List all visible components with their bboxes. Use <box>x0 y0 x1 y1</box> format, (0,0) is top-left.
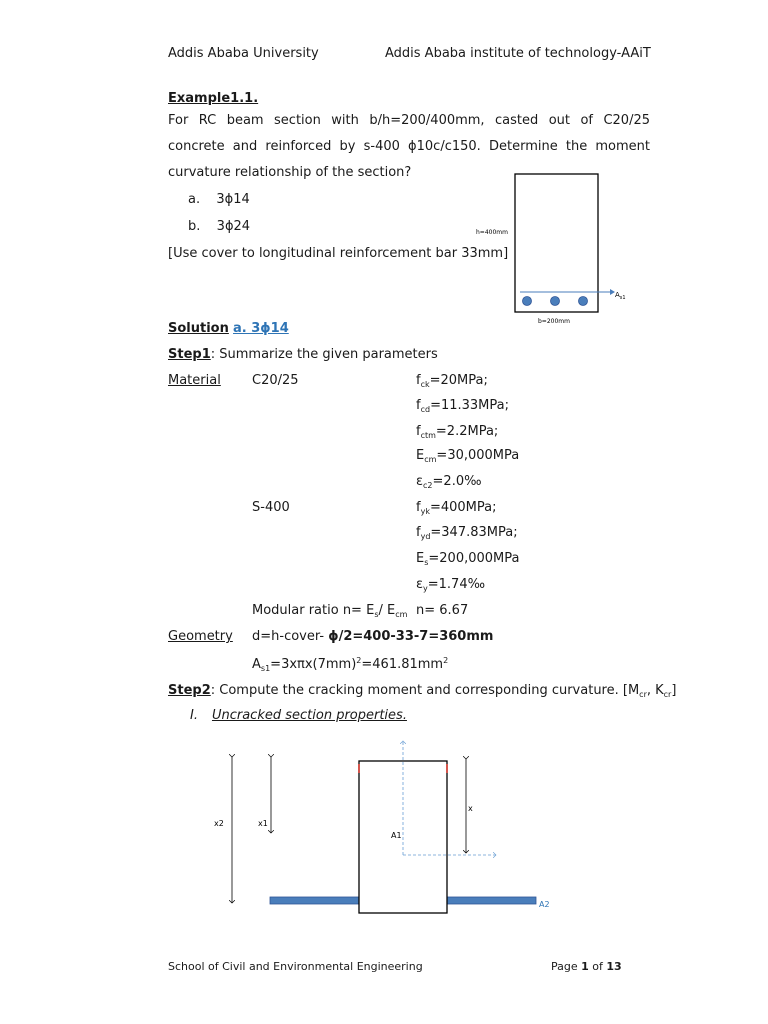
prop-fyd: $f_{yd}=347.83MPa$; <box>416 525 518 541</box>
prop-fyk: $f_{yk}=400MPa$; <box>416 500 497 516</box>
header-left: Addis Ababa University <box>168 46 319 61</box>
list-item <box>188 219 250 234</box>
rebar-3 <box>579 297 588 306</box>
rebar-2 <box>551 297 560 306</box>
list-text: 3ϕ14 <box>216 192 250 207</box>
modular-ratio-value: n= 6.67 <box>416 603 469 618</box>
rebar-1 <box>523 297 532 306</box>
step1-line <box>168 347 438 362</box>
prop-ey: $\varepsilon_y=1.74‰$ <box>416 577 486 593</box>
steel-grade: S-400 <box>252 500 290 515</box>
uncracked-heading <box>190 708 407 723</box>
x2-label: x2 <box>214 819 224 828</box>
uncracked-title: Uncracked section properties. <box>211 708 407 723</box>
modular-ratio-label: Modular ratio $n= E_s/$ $E_{cm}$ <box>252 603 408 619</box>
prop-fck: $f_{ck}=20MPa$; <box>416 373 488 389</box>
material-label: Material <box>168 373 221 388</box>
example-title: Example1.1. <box>168 91 259 106</box>
footer-page-number: Page 1 of 13 <box>551 960 622 973</box>
solution-case: a. 3ϕ14 <box>233 321 289 336</box>
list-marker: b. <box>188 219 201 234</box>
prop-ecm: $E_{cm}=30,000MPa$ <box>416 448 520 464</box>
prop-fctm: $f_{ctm}=2.2MPa$; <box>416 424 499 440</box>
beam-outline <box>515 174 598 312</box>
solution-heading <box>168 321 289 336</box>
geometry-label: Geometry <box>168 629 233 644</box>
step1-label: Step1 <box>168 347 211 362</box>
example-intro: For RC beam section with b/h=200/400mm, casted out of C20/25 concrete and reinforced by s-400 ϕ10c/c150. Determine the moment curvature relationship of the section? <box>168 113 650 180</box>
height-label: h=400mm <box>476 229 508 236</box>
step2-line: Step2: Compute the cracking moment and corresponding curvature. [$M_{cr}$, $K_{cr}$] <box>168 683 677 699</box>
prop-ec2: $\varepsilon_{c2}=2.0‰$ <box>416 474 482 490</box>
cover-note: [Use cover to longitudinal reinforcement bar 33mm] <box>168 246 509 261</box>
list-item <box>188 192 250 207</box>
beam-section-figure <box>470 168 640 333</box>
width-label: b=200mm <box>538 318 570 325</box>
uncracked-section-figure <box>200 735 570 920</box>
uncracked-number: I. <box>190 708 198 723</box>
steel-area: $A_{s1}=3x\pi x(7mm)^2=461.81mm^2$ <box>252 656 449 673</box>
header-right: Addis Ababa institute of technology-AAiT <box>385 46 651 61</box>
step1-text: : Summarize the given parameters <box>210 347 438 362</box>
list-marker: a. <box>188 192 201 207</box>
footer-school: School of Civil and Environmental Engineering <box>168 960 423 973</box>
step2-label: Step2 <box>168 683 211 698</box>
a1-label: A1 <box>391 831 402 840</box>
list-text: 3ϕ24 <box>216 219 251 234</box>
steel-area-label: $A_{s1}$ <box>615 291 626 301</box>
x-label: x <box>468 804 473 813</box>
effective-depth: d=h-cover- ϕ/2=400-33-7=360mm <box>252 629 494 644</box>
prop-es: $E_s=200,000MPa$ <box>416 551 520 567</box>
prop-fcd: $f_{cd}=11.33MPa$; <box>416 398 509 414</box>
concrete-grade: C20/25 <box>252 373 299 388</box>
a2-label: A2 <box>539 900 550 909</box>
x1-label: x1 <box>258 819 268 828</box>
solution-label: Solution <box>168 321 229 336</box>
